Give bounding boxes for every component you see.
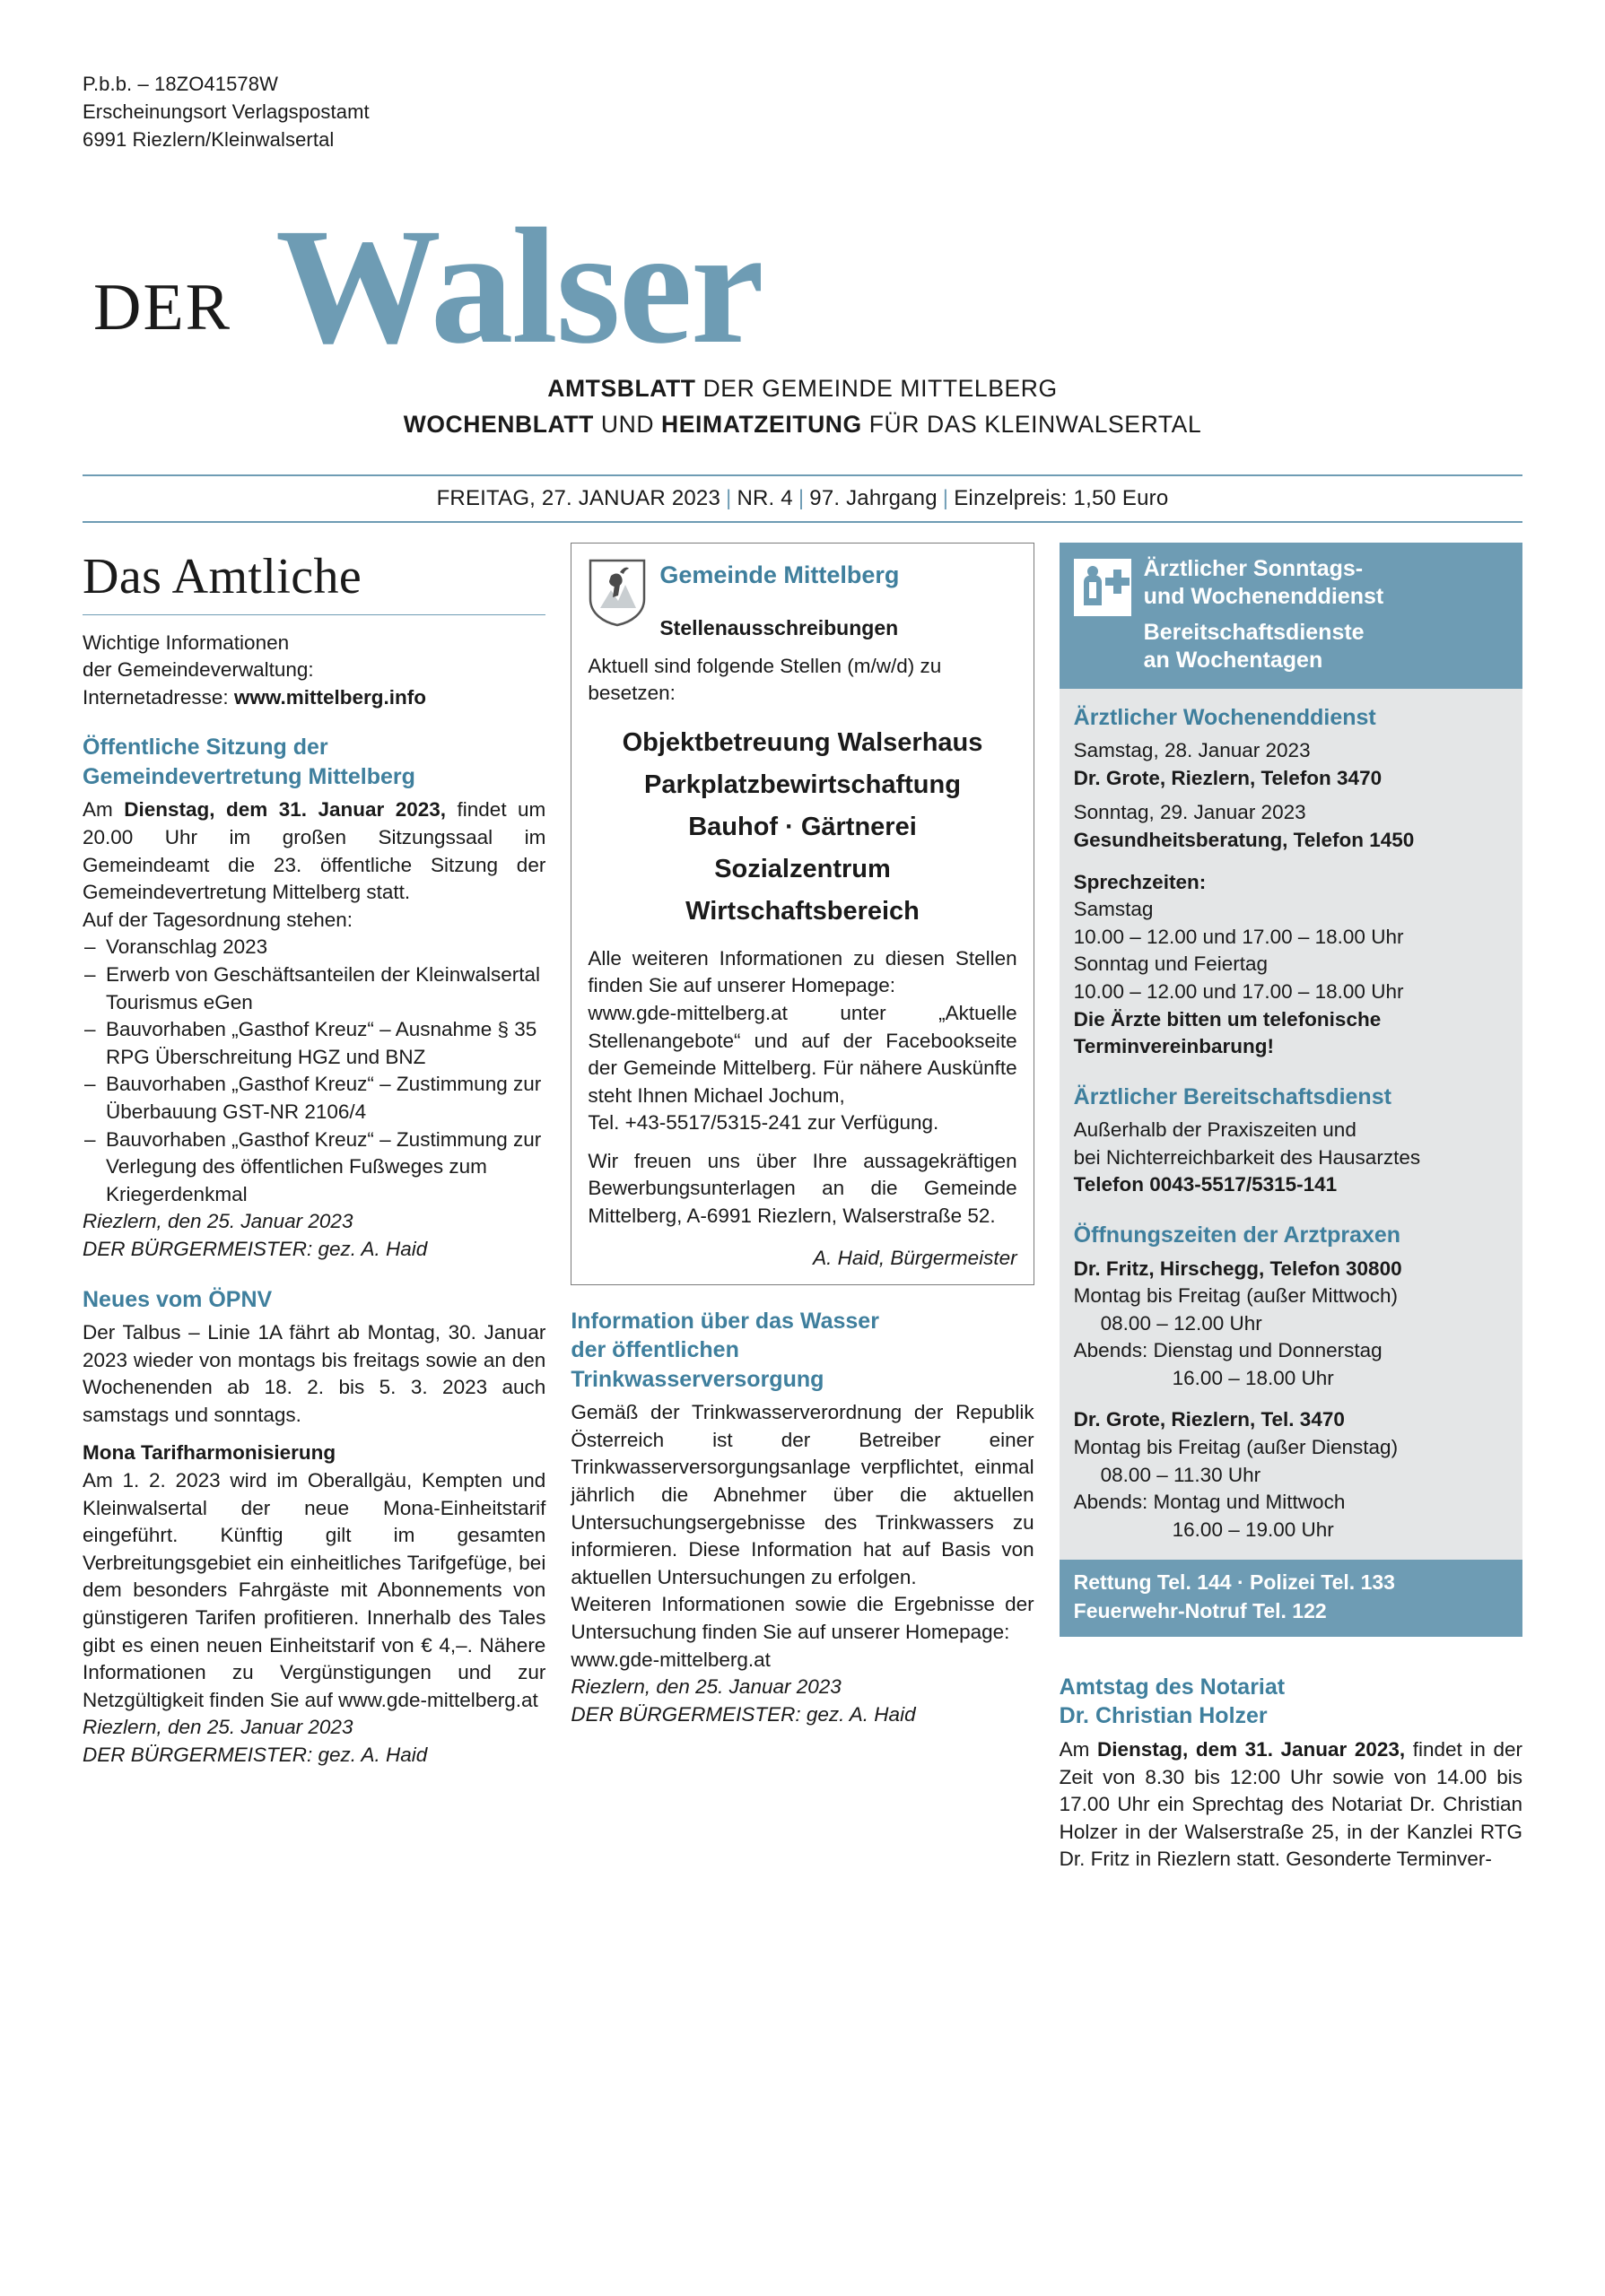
notariat-text-a: Am xyxy=(1059,1737,1097,1761)
masthead-title xyxy=(83,185,1522,378)
column-middle xyxy=(571,543,1034,1729)
subtitle-heimatzeitung: HEIMATZEITUNG xyxy=(661,410,862,438)
heading-wasser-line-1: Information über das Wasser xyxy=(571,1308,879,1334)
heading-notariat-line-2: Dr. Christian Holzer xyxy=(1059,1703,1268,1729)
postal-line-2: Erscheinungsort Verlagspostamt xyxy=(83,100,370,124)
job-ads-header-text xyxy=(659,556,899,640)
intro-label: Internetadresse: xyxy=(83,685,234,709)
heading-wasser xyxy=(571,1307,1034,1395)
sunday-date: Sonntag, 29. Januar 2023 xyxy=(1073,801,1306,824)
masthead-subtitle-1 xyxy=(83,375,1522,403)
oepnv-text: Der Talbus – Linie 1A fährt ab Montag, 30. Januar 2023 wieder von montags bis freitags sowie an den Wochenenden ab 18. 2. bis 5. 3. 2023 auch samstags und sonntags. xyxy=(83,1321,546,1426)
municipality-title: Gemeinde Mittelberg xyxy=(659,561,900,588)
bereitschaft-line-2: bei Nichterreichbarkeit des Hausarztes xyxy=(1073,1145,1421,1169)
list-item: – Voranschlag 2023 xyxy=(83,934,545,961)
list-item: Sozialzentrum xyxy=(714,854,891,883)
heading-mona: Mona Tarifharmonisierung xyxy=(83,1441,336,1465)
signature-place-date: Riezlern, den 25. Januar 2023 xyxy=(571,1675,842,1699)
heading-wochenenddienst: Ärztlicher Wochenenddienst xyxy=(1073,704,1376,730)
praxis-1-name: Dr. Fritz, Hirschegg, Telefon 30800 xyxy=(1073,1257,1402,1280)
emergency-line-1: Rettung Tel. 144 · Polizei Tel. 133 xyxy=(1073,1570,1395,1595)
intro-block xyxy=(83,630,545,712)
column-right xyxy=(1060,543,1522,1874)
agenda-list xyxy=(83,934,545,1208)
postal-info xyxy=(83,70,1522,154)
spacer xyxy=(83,1429,545,1439)
issue-line xyxy=(83,476,1522,521)
job-ads-signature: A. Haid, Bürgermeister xyxy=(813,1246,1017,1269)
list-item: – Bauvorhaben „Gasthof Kreuz“ – Zustimmung zur Überbauung GST-NR 2106/4 xyxy=(83,1071,545,1126)
divider-bottom xyxy=(83,521,1522,523)
signature-place-date: Riezlern, den 25. Januar 2023 xyxy=(83,1210,353,1233)
issue-sep-2: | xyxy=(798,485,805,510)
page-title: Das Amtliche xyxy=(83,548,362,604)
intro-line-1: Wichtige Informationen xyxy=(83,631,290,654)
job-ads-text-2: www.gde-mittelberg.at unter „Aktuelle Stellenangebote“ und auf der Facebookseite der Gemeinde Mittelberg. Für nähere Auskünfte steht Ihnen Michael Jochum, xyxy=(588,1001,1017,1107)
appointment-note-line-1: Die Ärzte bitten um telefonische xyxy=(1073,1007,1382,1031)
notariat-date: Dienstag, dem 31. Januar 2023, xyxy=(1096,1737,1406,1761)
praxis-1-line-4: 16.00 – 18.00 Uhr xyxy=(1172,1366,1334,1389)
heading-notariat-line-1: Amtstag des Notariat xyxy=(1059,1674,1286,1700)
sitzung-text-c: findet um 20.00 Uhr im großen Sitzungssaal im Gemeindeamt die 23. öffentliche Sitzung der Gemeindevertretung Mittelberg statt. xyxy=(83,798,546,904)
bereitschaft-phone: Telefon 0043-5517/5315-141 xyxy=(1073,1173,1338,1196)
subtitle-amtsblatt-rest: DER GEMEINDE MITTELBERG xyxy=(695,374,1058,402)
spacer xyxy=(588,1137,1016,1148)
heading-wasser-line-2: der öffentlichen xyxy=(571,1337,739,1363)
issue-sep-3: | xyxy=(942,485,949,510)
list-item: Objektbetreuung Walserhaus xyxy=(622,727,983,757)
saturday-date: Samstag, 28. Januar 2023 xyxy=(1073,739,1311,762)
issue-volume: 97. Jahrgang xyxy=(809,485,938,510)
content-columns xyxy=(83,543,1522,1874)
job-ads-text-4: Wir freuen uns über Ihre aussagekräftigen Bewerbungsunterlagen an die Gemeinde Mittelberg, A-6991 Riezlern, Walserstraße 52. xyxy=(588,1149,1017,1228)
notariat-paragraph xyxy=(1060,1736,1522,1874)
sitzung-date: Dienstag, dem 31. Januar 2023, xyxy=(124,798,447,822)
masthead-der: DER xyxy=(93,270,231,344)
signature-mayor: DER BÜRGERMEISTER: gez. A. Haid xyxy=(83,1743,428,1766)
sprechzeiten-line-1: Samstag xyxy=(1073,898,1154,921)
praxis-2-line-3: Abends: Montag und Mittwoch xyxy=(1073,1491,1346,1514)
postal-line-1: P.b.b. – 18ZO41578W xyxy=(83,73,278,95)
issue-number: NR. 4 xyxy=(737,485,793,510)
list-item: Wirtschaftsbereich xyxy=(685,896,920,926)
heading-sprechzeiten: Sprechzeiten: xyxy=(1073,870,1207,893)
masthead-walser: Walser xyxy=(275,194,763,378)
praxis-1-line-2: 08.00 – 12.00 Uhr xyxy=(1100,1311,1262,1335)
signature-block-1 xyxy=(83,1208,545,1263)
masthead-subtitle-2 xyxy=(83,411,1522,439)
notariat-text-c: findet in der Zeit von 8.30 bis 12:00 Uhr sowie von 14.00 bis 17.00 Uhr ein Sprechtag des Notariat Dr. Christian Holzer in der Walserstraße 25, in der Kanzlei RTG Dr. Fritz in Riezlern statt. Gesonderte Terminver- xyxy=(1059,1737,1522,1871)
signature-place-date: Riezlern, den 25. Januar 2023 xyxy=(83,1716,353,1739)
doctor-icon xyxy=(1074,559,1131,616)
signature-block-2 xyxy=(83,1714,545,1769)
medical-service-header xyxy=(1060,543,1522,689)
praxis-2-name: Dr. Grote, Riezlern, Tel. 3470 xyxy=(1073,1408,1345,1431)
doctor-cross-icon xyxy=(1074,559,1131,616)
wasser-paragraph-1: Gemäß der Trinkwasserverordnung der Republik Österreich ist der Betreiber einer Trinkwasserversorgungsanlage verpflichtet, einmal jährlich die Abnehmer über die aktuellen Untersuchungsergebnisse des Trinkwassers zu informieren. Diese Information hat auf Basis von aktuellen Untersuchungen zu erfolgen. xyxy=(571,1401,1034,1588)
emergency-line-2: Feuerwehr-Notruf Tel. 122 xyxy=(1073,1599,1327,1623)
postal-line-3: 6991 Riezlern/Kleinwalsertal xyxy=(83,128,335,152)
sitzung-text-a: Am xyxy=(83,798,125,822)
emergency-numbers xyxy=(1060,1560,1522,1636)
job-list xyxy=(588,722,1016,933)
job-ads-text-1: Alle weiteren Informationen zu diesen Stellen finden Sie auf unserer Homepage: xyxy=(588,946,1017,997)
job-ads-box xyxy=(571,543,1034,1285)
medical-service-body xyxy=(1060,689,1522,1561)
sunday-doctor: Gesundheitsberatung, Telefon 1450 xyxy=(1073,828,1415,851)
job-ads-subtitle: Stellenausschreibungen xyxy=(659,615,899,639)
signature-mayor: DER BÜRGERMEISTER: gez. A. Haid xyxy=(571,1702,916,1726)
subtitle-wochenblatt: WOCHENBLATT xyxy=(403,410,594,438)
saturday-doctor: Dr. Grote, Riezlern, Telefon 3470 xyxy=(1073,766,1383,789)
heading-sitzung xyxy=(83,733,545,791)
praxis-2-line-1: Montag bis Freitag (außer Dienstag) xyxy=(1073,1436,1399,1459)
sprechzeiten-line-4: 10.00 – 12.00 und 17.00 – 18.00 Uhr xyxy=(1073,979,1404,1003)
intro-line-3 xyxy=(83,684,545,712)
job-ads-text-3: Tel. +43-5517/5315-241 zur Verfügung. xyxy=(588,1111,939,1135)
mona-text: Am 1. 2. 2023 wird im Oberallgäu, Kempten und Kleinwalsertal der neue Mona-Einheitstarif eingeführt. Künftig gilt im gesamten Verbreitungsgebiet ein einheitliches Tarifgefüge, bei dem besonders Fahrgäste mit Abonnements von günstigeren Tarifen profitieren. Innerhalb des Tales gibt es einen neuen Einheitstarif von € 4,–. Nähere Informationen zu Vergünstigungen und zur Netzgültigkeit finden Sie auf www.gde-mittelberg.at xyxy=(83,1469,546,1711)
list-item: Bauhof · Gärtnerei xyxy=(688,812,917,841)
list-item: – Bauvorhaben „Gasthof Kreuz“ – Zustimmung zur Verlegung des öffentlichen Fußweges zum Kriegerdenkmal xyxy=(83,1126,545,1209)
medical-title-line-1: Ärztlicher Sonntags- xyxy=(1143,555,1364,581)
sprechzeiten-line-2: 10.00 – 12.00 und 17.00 – 18.00 Uhr xyxy=(1073,925,1404,948)
subtitle-und: UND xyxy=(593,410,662,438)
list-item: Parkplatzbewirtschaftung xyxy=(644,770,961,799)
subtitle-amtsblatt: AMTSBLATT xyxy=(547,374,696,402)
wasser-paragraph-2: Weiteren Informationen sowie die Ergebnisse der Untersuchung finden Sie auf unserer Homepage: xyxy=(571,1593,1034,1643)
wasser-website[interactable]: www.gde-mittelberg.at xyxy=(571,1648,771,1671)
heading-oepnv: Neues vom ÖPNV xyxy=(83,1286,273,1312)
praxis-1-line-1: Montag bis Freitag (außer Mittwoch) xyxy=(1073,1284,1399,1308)
job-ads-intro: Aktuell sind folgende Stellen (m/w/d) zu besetzen: xyxy=(588,654,942,705)
list-item: – Bauvorhaben „Gasthof Kreuz“ – Ausnahme § 35 RPG Überschreitung HGZ und BNZ xyxy=(83,1016,545,1071)
heading-wasser-line-3: Trinkwasserversorgung xyxy=(571,1366,824,1392)
subtitle-kleinwalsertal: FÜR DAS KLEINWALSERTAL xyxy=(861,410,1202,438)
spacer xyxy=(1144,611,1384,619)
medical-title-line-4: an Wochentagen xyxy=(1143,647,1323,673)
issue-sep-1: | xyxy=(726,485,732,510)
issue-price: Einzelpreis: 1,50 Euro xyxy=(954,485,1169,510)
bereitschaft-line-1: Außerhalb der Praxiszeiten und xyxy=(1073,1118,1356,1142)
medical-service-title xyxy=(1144,555,1384,674)
intro-line-2: der Gemeindeverwaltung: xyxy=(83,658,314,682)
heading-oeffnungszeiten: Öffnungszeiten der Arztpraxen xyxy=(1073,1222,1401,1248)
list-item: – Erwerb von Geschäftsanteilen der Kleinwalsertal Tourismus eGen xyxy=(83,961,545,1016)
heading-sitzung-line-2: Gemeindevertretung Mittelberg xyxy=(83,763,415,789)
heading-sitzung-line-1: Öffentliche Sitzung der xyxy=(83,735,328,761)
sitzung-paragraph xyxy=(83,796,545,906)
appointment-note-line-2: Terminvereinbarung! xyxy=(1073,1035,1275,1058)
signature-mayor: DER BÜRGERMEISTER: gez. A. Haid xyxy=(83,1237,428,1260)
signature-block-3 xyxy=(571,1674,1034,1728)
sprechzeiten-line-3: Sonntag und Feiertag xyxy=(1073,952,1269,976)
agenda-intro: Auf der Tagesordnung stehen: xyxy=(83,908,353,931)
column-left xyxy=(83,543,545,1770)
medical-title-line-3: Bereitschaftsdienste xyxy=(1143,619,1365,645)
heading-bereitschaftsdienst: Ärztlicher Bereitschaftsdienst xyxy=(1073,1083,1391,1109)
job-ads-header xyxy=(588,556,1016,640)
praxis-2-line-4: 16.00 – 19.00 Uhr xyxy=(1172,1518,1334,1541)
coat-of-arms-icon xyxy=(588,558,647,628)
intro-website[interactable]: www.mittelberg.info xyxy=(233,685,427,709)
praxis-1-line-3: Abends: Dienstag und Donnerstag xyxy=(1073,1339,1383,1362)
title-underline xyxy=(83,614,545,615)
medical-title-line-2: und Wochenenddienst xyxy=(1143,583,1384,609)
issue-date: FREITAG, 27. JANUAR 2023 xyxy=(436,485,721,510)
heading-notariat xyxy=(1060,1673,1522,1731)
praxis-2-line-2: 08.00 – 11.30 Uhr xyxy=(1100,1463,1261,1486)
